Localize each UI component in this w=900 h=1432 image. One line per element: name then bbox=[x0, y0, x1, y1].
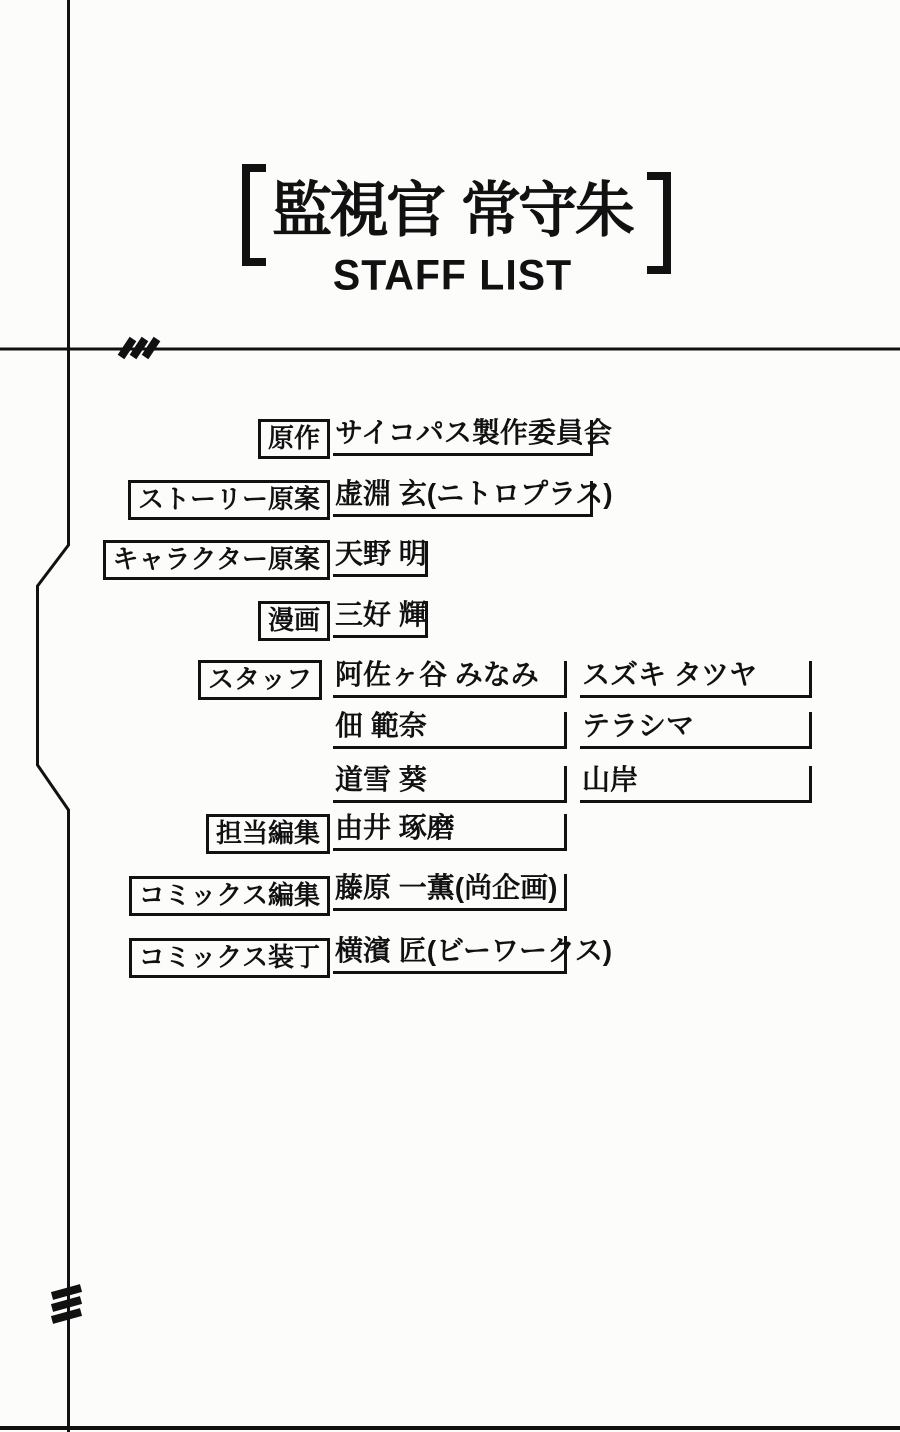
credit-value-manga: 三好 輝 bbox=[333, 601, 428, 638]
hatch-marks-top bbox=[121, 339, 157, 357]
page-title: 監視官 常守朱 bbox=[272, 176, 632, 246]
credit-label-comics-design: コミックス装丁 bbox=[129, 938, 330, 978]
credit-label-manga: 漫画 bbox=[258, 601, 330, 641]
credit-label-character-draft: キャラクター原案 bbox=[103, 540, 330, 580]
credit-value-comics-design: 横濱 匠(ビーワークス) bbox=[333, 936, 567, 974]
credit-label-original-work: 原作 bbox=[258, 419, 330, 459]
left-border-line bbox=[38, 0, 69, 1432]
staff-member-2: スズキ タツヤ bbox=[580, 661, 812, 698]
staff-member-4: テラシマ bbox=[580, 712, 812, 749]
credit-value-character-draft: 天野 明 bbox=[333, 541, 428, 577]
staff-member-5: 道雪 葵 bbox=[333, 766, 567, 803]
credit-label-editor: 担当編集 bbox=[206, 814, 330, 854]
credit-value-original-work: サイコパス製作委員会 bbox=[333, 420, 593, 456]
staff-member-1: 阿佐ヶ谷 みなみ bbox=[333, 661, 567, 698]
credit-label-story-draft: ストーリー原案 bbox=[128, 480, 330, 520]
credit-value-story-draft: 虚淵 玄(ニトロプラス) bbox=[333, 481, 593, 517]
credit-label-comics-editing: コミックス編集 bbox=[129, 876, 330, 916]
hatch-marks-bottom bbox=[52, 1288, 81, 1320]
credit-label-staff: スタッフ bbox=[198, 660, 322, 700]
page-subtitle: STAFF LIST bbox=[332, 251, 573, 299]
staff-member-6: 山岸 bbox=[580, 766, 812, 803]
title-block bbox=[230, 158, 675, 298]
credit-value-comics-editing: 藤原 一薫(尚企画) bbox=[333, 874, 567, 911]
credit-value-editor: 由井 琢磨 bbox=[333, 814, 567, 851]
staff-member-3: 佃 範奈 bbox=[333, 712, 567, 749]
